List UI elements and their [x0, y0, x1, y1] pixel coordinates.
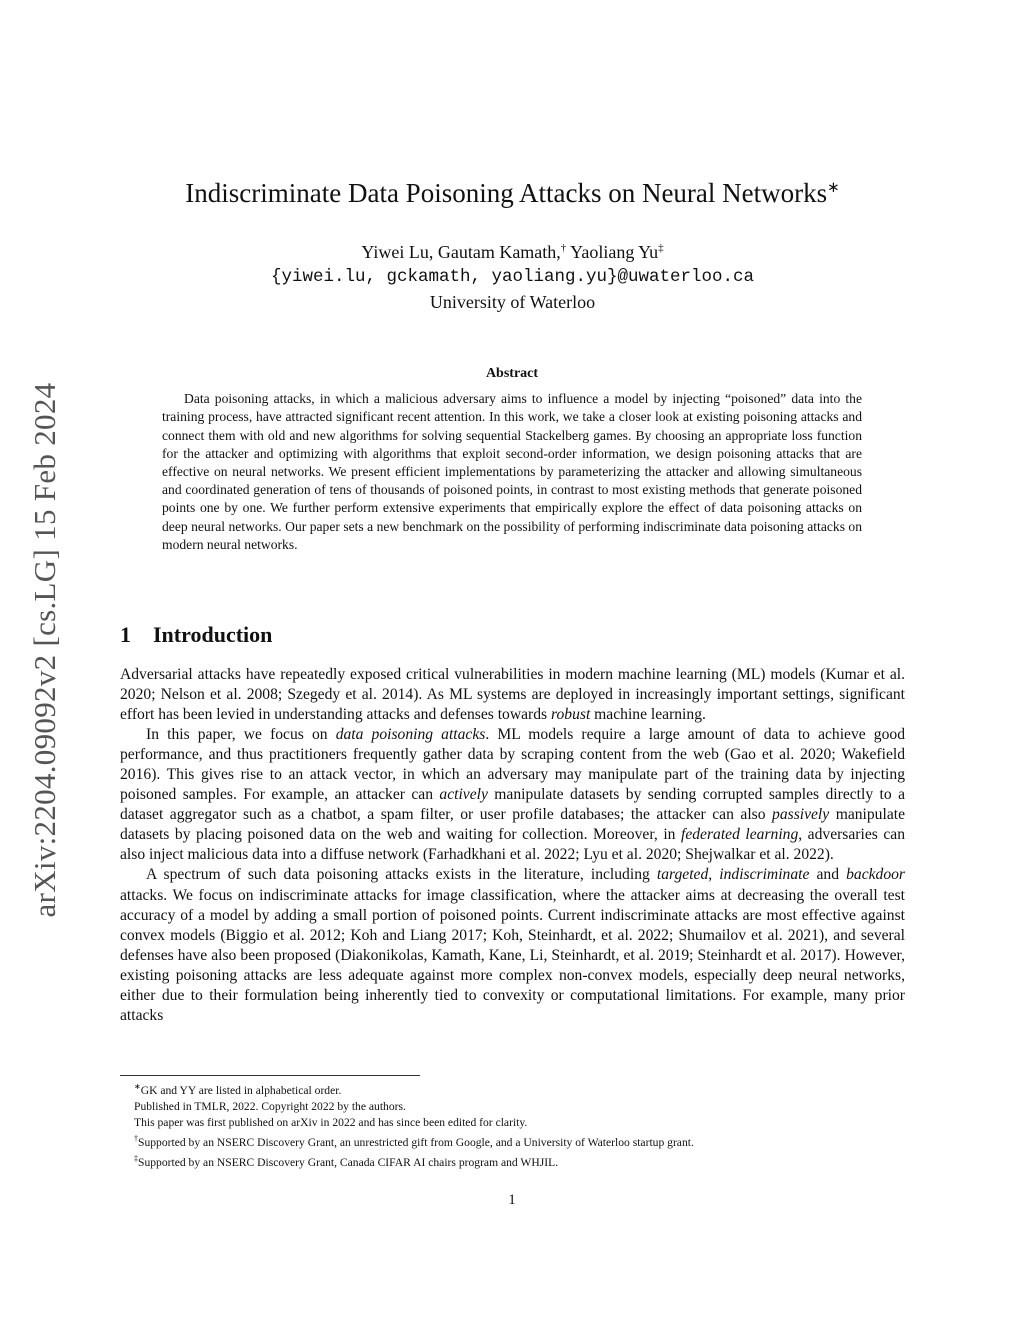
emphasis-text: indiscriminate	[719, 866, 810, 884]
footnote-text: Published in TMLR, 2022. Copyright 2022 by the authors.	[134, 1099, 406, 1113]
paragraph	[120, 665, 905, 725]
paragraph-text: . ML models require a large amount of data to achieve good performance, and thus practitioners frequently gather data by scraping content from the web (Gao et al. 2020; Wakefield 2016). This gives rise to an attack vector, in which an adversary may manipulate part of the training data by injecting poisoned samples. For example, an attacker can	[120, 726, 905, 804]
footnote-mark: ∗	[134, 1082, 141, 1091]
author-emails: {yiwei.lu, gckamath, yaoliang.yu}@uwaterloo.ca	[270, 267, 755, 287]
emphasis-text: robust	[551, 706, 591, 724]
paragraph	[120, 725, 905, 865]
emphasis-text: federated learning	[680, 826, 799, 844]
footnote	[134, 1079, 914, 1099]
emphasis-text: targeted	[656, 866, 709, 884]
paper-title: Indiscriminate Data Poisoning Attacks on Neural Networks	[185, 178, 828, 208]
section-number: 1	[120, 622, 131, 647]
paragraph-text: Adversarial attacks have repeatedly exposed critical vulnerabilities in modern machine learning (ML) models (Kumar et al. 2020; Nelson et al. 2008; Szegedy et al. 2014). As ML systems are deployed in increasingly important settings, significant effort has been levied in understanding attacks and defenses towards	[120, 666, 905, 724]
arxiv-identifier: arXiv:2204.09092v2 [cs.LG] 15 Feb 2024	[27, 382, 62, 918]
emphasis-text: data poisoning attacks	[335, 726, 486, 744]
title-footnote-mark: ∗	[827, 180, 840, 196]
abstract-text: Data poisoning attacks, in which a malicious adversary aims to influence a model by injecting “poisoned” data into the training process, have attracted significant recent attention. In this work, we take a closer look at existing poisoning attacks and connect them with old and new algorithms for solving sequential Stackelberg games. By choosing an appropriate loss function for the attacker and optimizing with algorithms that exploit second-order information, we design poisoning attacks that are effective on neural networks. We present efficient implementations by parameterizing the attacker and allowing simultaneous and coordinated generation of tens of thousands of poisoned points, in contrast to most existing methods that generate poisoned points one by one. We further perform extensive experiments that empirically explore the effect of data poisoning attacks on deep neural networks. Our paper sets a new benchmark on the possibility of performing indiscriminate data poisoning attacks on modern neural networks.	[162, 391, 862, 552]
abstract-section	[162, 365, 862, 554]
paragraph-text: In this paper, we focus on	[146, 726, 336, 744]
arxiv-sidebar-stamp	[22, 355, 68, 945]
footnote-text: Supported by an NSERC Discovery Grant, an unrestricted gift from Google, and a University of Waterloo startup grant.	[138, 1135, 694, 1149]
author-footnote-mark: †	[560, 242, 567, 254]
paragraph	[120, 865, 905, 1025]
author-name: Yaoliang Yu	[570, 242, 659, 262]
footnote-text: This paper was first published on arXiv in 2022 and has since been edited for clarity.	[134, 1115, 528, 1129]
paragraph-text: ,	[708, 866, 720, 884]
footnote-mark: †	[134, 1133, 138, 1143]
abstract-heading: Abstract	[485, 366, 539, 381]
author-names	[120, 236, 905, 265]
footnote	[134, 1115, 914, 1131]
paragraph-text: , adversaries can also inject malicious data into a diffuse network (Farhadkhani et al. 2022; Lyu et al. 2020; Shejwalkar et al. 2022).	[120, 826, 905, 864]
page-number: 1	[508, 1192, 516, 1208]
footnote	[134, 1131, 914, 1151]
footnote	[134, 1099, 914, 1115]
introduction-body	[120, 665, 905, 1026]
section-heading-introduction	[120, 622, 272, 648]
paragraph-text: and	[809, 866, 847, 884]
affiliation: University of Waterloo	[429, 292, 596, 312]
emphasis-text: passively	[772, 806, 830, 824]
author-footnote-mark: ‡	[658, 242, 664, 254]
footnote-divider	[120, 1075, 420, 1076]
section-title: Introduction	[153, 622, 273, 647]
paragraph-text: manipulate datasets by placing poisoned data on the web and waiting for collection. Moreover, in	[120, 806, 905, 844]
footnote-text: Supported by an NSERC Discovery Grant, Canada CIFAR AI chairs program and WHJIL.	[138, 1155, 559, 1169]
author-block	[120, 236, 905, 315]
paper-title-block	[120, 178, 905, 209]
emphasis-text: actively	[439, 786, 488, 804]
paragraph-text: attacks. We focus on indiscriminate attacks for image classification, where the attacker aims at decreasing the overall test accuracy of a model by adding a small portion of poisoned points. Current indiscriminate attacks are most effective against convex models (Biggio et al. 2012; Koh and Liang 2017; Koh, Steinhardt, et al. 2022; Shumailov et al. 2021), and several defenses have also been proposed (Diakonikolas, Kamath, Kane, Li, Steinhardt, et al. 2019; Steinhardt et al. 2017). However, existing poisoning attacks are less adequate against more complex non-convex models, especially deep neural networks, either due to their formulation being inherently tied to convexity or computational limitations. For example, many prior attacks	[120, 886, 905, 1024]
paragraph-text: manipulate datasets by sending corrupted samples directly to a dataset aggregator such as a chatbot, a spam filter, or user profile databases; the attacker can also	[120, 786, 906, 824]
paragraph-text: machine learning.	[590, 706, 706, 724]
paragraph-text: A spectrum of such data poisoning attacks exists in the literature, including	[146, 866, 657, 884]
emphasis-text: backdoor	[846, 866, 905, 884]
footnote	[134, 1151, 914, 1171]
footnotes	[134, 1079, 914, 1171]
footnote-mark: ‡	[134, 1153, 138, 1163]
author-name-group: Yiwei Lu, Gautam Kamath,	[361, 242, 561, 262]
footnote-text: GK and YY are listed in alphabetical order.	[140, 1083, 342, 1097]
